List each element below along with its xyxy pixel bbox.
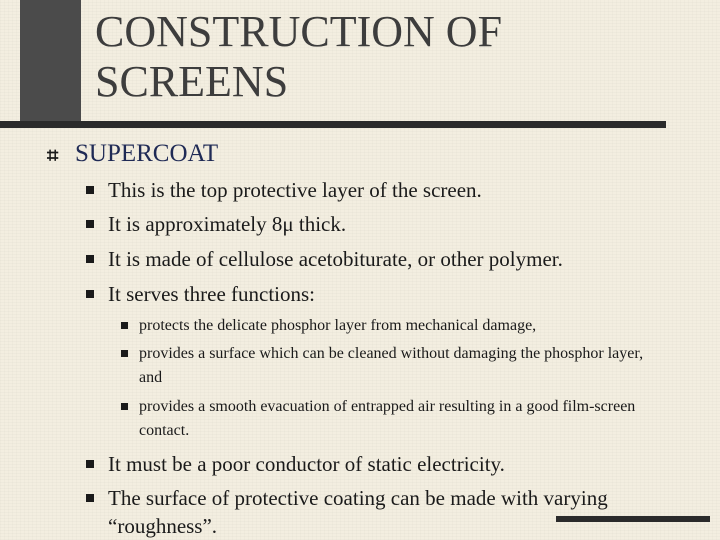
- sub-list-item: provides a smooth evacuation of entrapped air resulting in a good film-screen contact.: [121, 395, 681, 443]
- list-item: It is made of cellulose acetobiturate, or other polymer.: [86, 245, 696, 273]
- list-item: The surface of protective coating can be made with varying “roughness”.: [86, 484, 696, 540]
- square-bullet-icon: [86, 255, 94, 263]
- sub-list-item: provides a surface which can be cleaned without damaging the phosphor layer, and: [121, 342, 681, 390]
- list-item: This is the top protective layer of the screen.: [86, 176, 696, 204]
- sub-list-item: protects the delicate phosphor layer from mechanical damage,: [121, 314, 681, 338]
- square-bullet-icon: [86, 494, 94, 502]
- square-bullet-icon: [86, 186, 94, 194]
- square-bullet-icon: [121, 350, 128, 357]
- square-bullet-icon: [86, 290, 94, 298]
- title-divider: [0, 121, 666, 128]
- list-item: It is approximately 8μ thick.: [86, 210, 696, 238]
- square-bullet-icon: [121, 322, 128, 329]
- hash-icon: ⌗: [47, 143, 59, 167]
- section-heading: [47, 139, 218, 169]
- decorative-side-bar: [20, 0, 81, 128]
- slide-title: CONSTRUCTION OF SCREENS: [95, 7, 503, 106]
- section-label: SUPERCOAT: [75, 140, 219, 167]
- square-bullet-icon: [86, 460, 94, 468]
- square-bullet-icon: [121, 403, 128, 410]
- square-bullet-icon: [86, 220, 94, 228]
- list-item: It must be a poor conductor of static electricity.: [86, 450, 696, 478]
- list-item: It serves three functions:: [86, 280, 696, 308]
